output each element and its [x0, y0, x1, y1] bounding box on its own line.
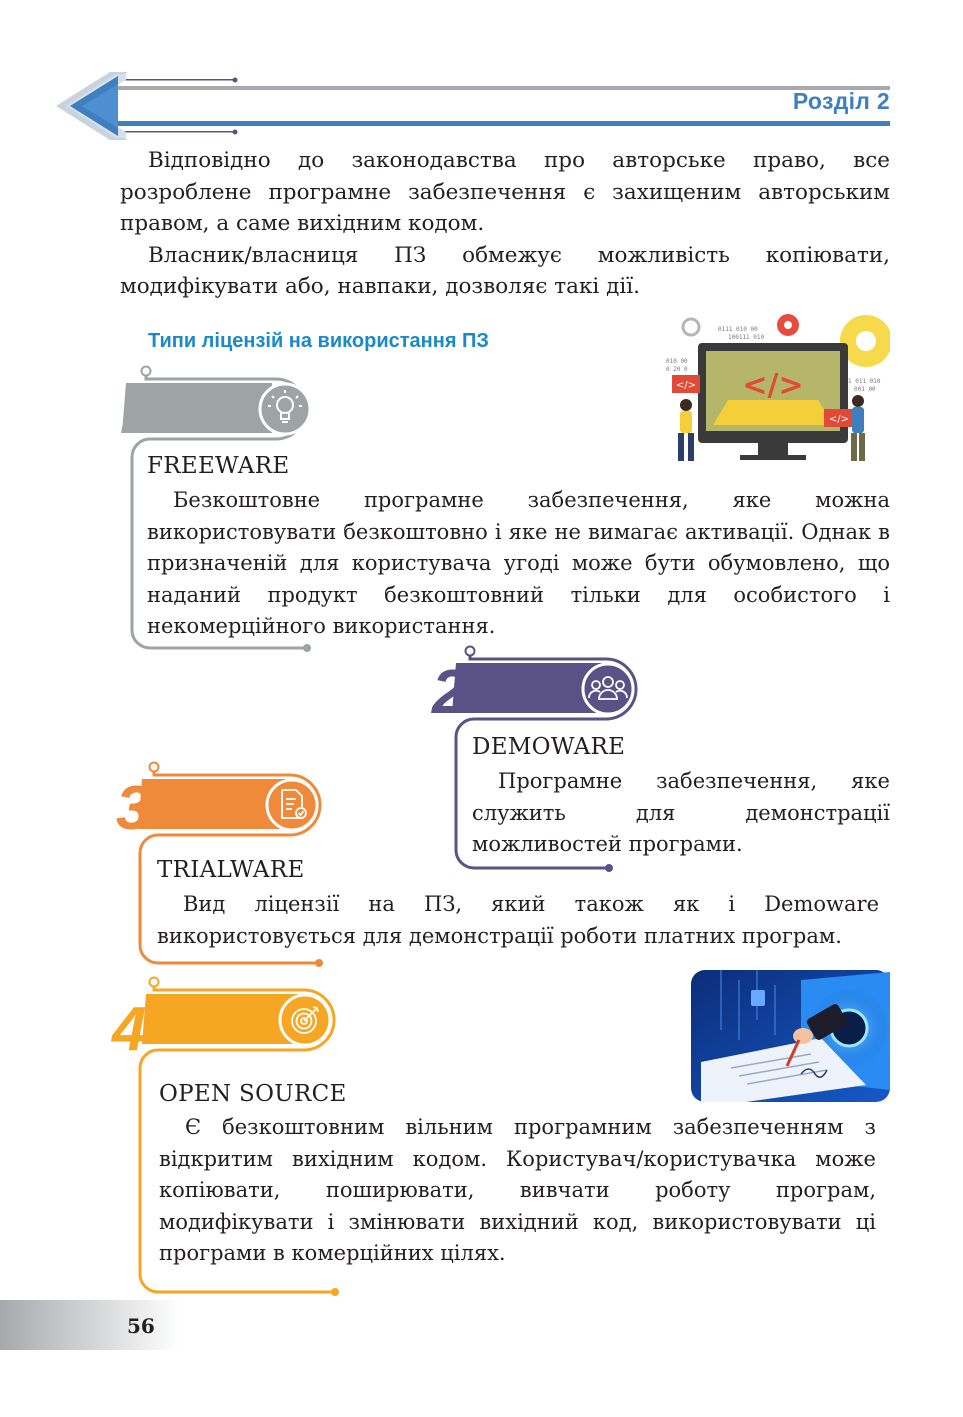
- trialware-number: 3: [116, 774, 151, 843]
- freeware-title: FREEWARE: [147, 453, 290, 479]
- code-tag-left: </>: [675, 380, 697, 391]
- svg-text:001 00: 001 00: [854, 386, 876, 393]
- lock-icon: [751, 990, 765, 1006]
- trialware-title: TRIALWARE: [157, 857, 305, 883]
- code-tag-large: </>: [742, 368, 804, 403]
- svg-text:0111 010 00: 0111 010 00: [718, 326, 758, 333]
- svg-text:1 011 010: 1 011 010: [848, 378, 881, 385]
- demoware-description: Програмне забезпечення, яке служить для демонстрації можливостей програми.: [472, 769, 890, 856]
- intro-paragraph-1: Відповідно до законодавства про авторське право, все розроблене програмне забезпечення є захищеним авторським правом, а саме вихідним кодом.: [120, 148, 890, 236]
- demoware-title: DEMOWARE: [472, 734, 626, 760]
- digital-signature-illustration: [691, 970, 890, 1102]
- section-title: Розділ 2: [792, 88, 890, 114]
- trialware-description: Вид ліцензії на ПЗ, який також як і Demoware використовується для демонстрації роботи платних програм.: [157, 892, 879, 948]
- open-source-description: Є безкоштовним вільним програмним забезпеченням з відкритим вихідним кодом. Користувач/користувачка може копіювати, поширювати, вивчати роботу програм, модифікувати і змінювати вихідний код, використовувати ці програми в комерційних цілях.: [159, 1115, 876, 1265]
- svg-text:010 00: 010 00: [666, 358, 688, 365]
- svg-text:100111 010: 100111 010: [728, 334, 765, 341]
- code-tag-right: </>: [828, 414, 850, 425]
- intro-paragraph-2: Власник/власниця ПЗ обмежує можливість копіювати, модифікувати або, навпаки, дозволяє такі дії.: [120, 242, 890, 299]
- code-monitor-illustration: [658, 305, 890, 477]
- open-source-number: 4: [112, 995, 147, 1064]
- open-source-title: OPEN SOURCE: [159, 1081, 347, 1107]
- demoware-number: 2: [432, 658, 467, 727]
- freeware-description: Безкоштовне програмне забезпечення, яке можна використовувати безкоштовно і яке не вимагає активації. Однак в призначеній для користувача угоді може бути обумовлено, що наданий продукт безкоштовний тільки для особистого і некомерційного використання.: [147, 488, 890, 638]
- svg-text:0 20 0: 0 20 0: [666, 366, 688, 373]
- gear-icon: [683, 319, 699, 335]
- page-number: 56: [127, 1314, 155, 1338]
- freeware-number: 1: [120, 378, 155, 447]
- license-types-heading: Типи ліцензій на використання ПЗ: [148, 330, 489, 352]
- gear-icon: [777, 314, 799, 336]
- person-right: [851, 395, 865, 461]
- person-left: [678, 399, 694, 461]
